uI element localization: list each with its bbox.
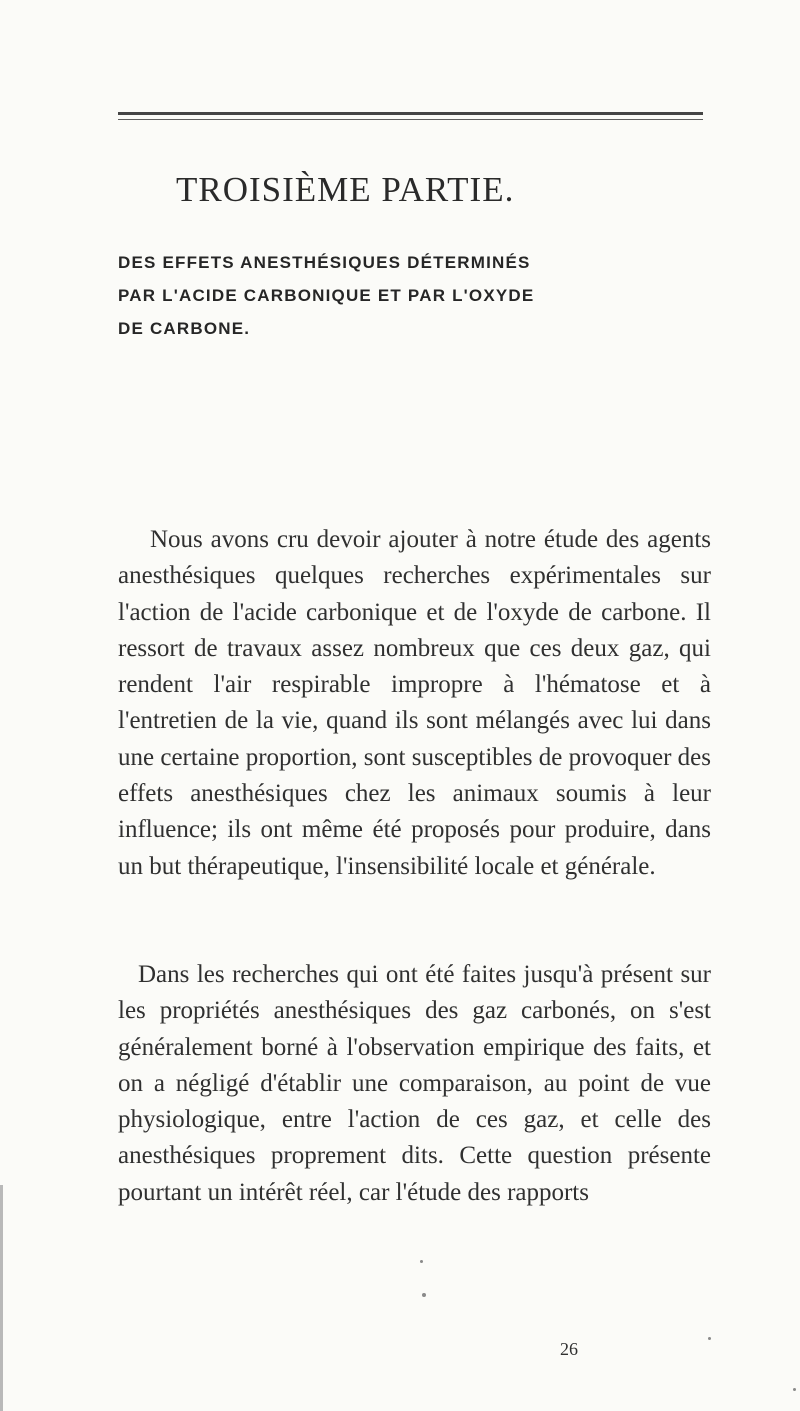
subtitle-line: DE CARBONE. xyxy=(118,319,251,338)
subtitle-line: DES EFFETS ANESTHÉSIQUES DÉTERMINÉS xyxy=(118,253,531,272)
paragraph: Dans les recherches qui ont été faites jusqu'à présent sur les propriétés anesthésiques des gaz carbonés, on s'est généralement borné à l'observation empirique des faits, et on a négligé d'établir une comparaison, au point de vue physiologique, entre l'action de ces gaz, et celle des anesthésiques proprement dits. Cette question présente pourtant un intérêt réel, car l'étude des rapports xyxy=(118,961,711,1206)
section-subtitle xyxy=(118,246,718,345)
top-double-rule-thin xyxy=(118,119,703,120)
page-number: 26 xyxy=(560,1339,578,1359)
scan-speck xyxy=(793,1388,796,1391)
part-title: TROISIÈME PARTIE. xyxy=(176,170,515,209)
scan-speck xyxy=(422,1293,426,1297)
scan-speck xyxy=(420,1260,423,1263)
paragraph: Nous avons cru devoir ajouter à notre étude des agents anesthésiques quelques recherches expérimentales sur l'action de l'acide carbonique et de l'oxyde de carbone. Il ressort de travaux assez nombreux que ces deux gaz, qui rendent l'air respirable impropre à l'hématose et à l'entretien de la vie, quand ils sont mélangés avec lui dans une certaine proportion, sont susceptibles de provoquer des effets anesthésiques chez les animaux soumis à leur influence; ils ont même été proposés pour produire, dans un but thérapeutique, l'insensibilité locale et générale. xyxy=(118,526,711,880)
subtitle-line: PAR L'ACIDE CARBONIQUE ET PAR L'OXYDE xyxy=(118,286,535,305)
top-double-rule xyxy=(118,112,703,115)
scan-speck xyxy=(708,1337,711,1340)
page-edge-mark xyxy=(0,1185,3,1411)
